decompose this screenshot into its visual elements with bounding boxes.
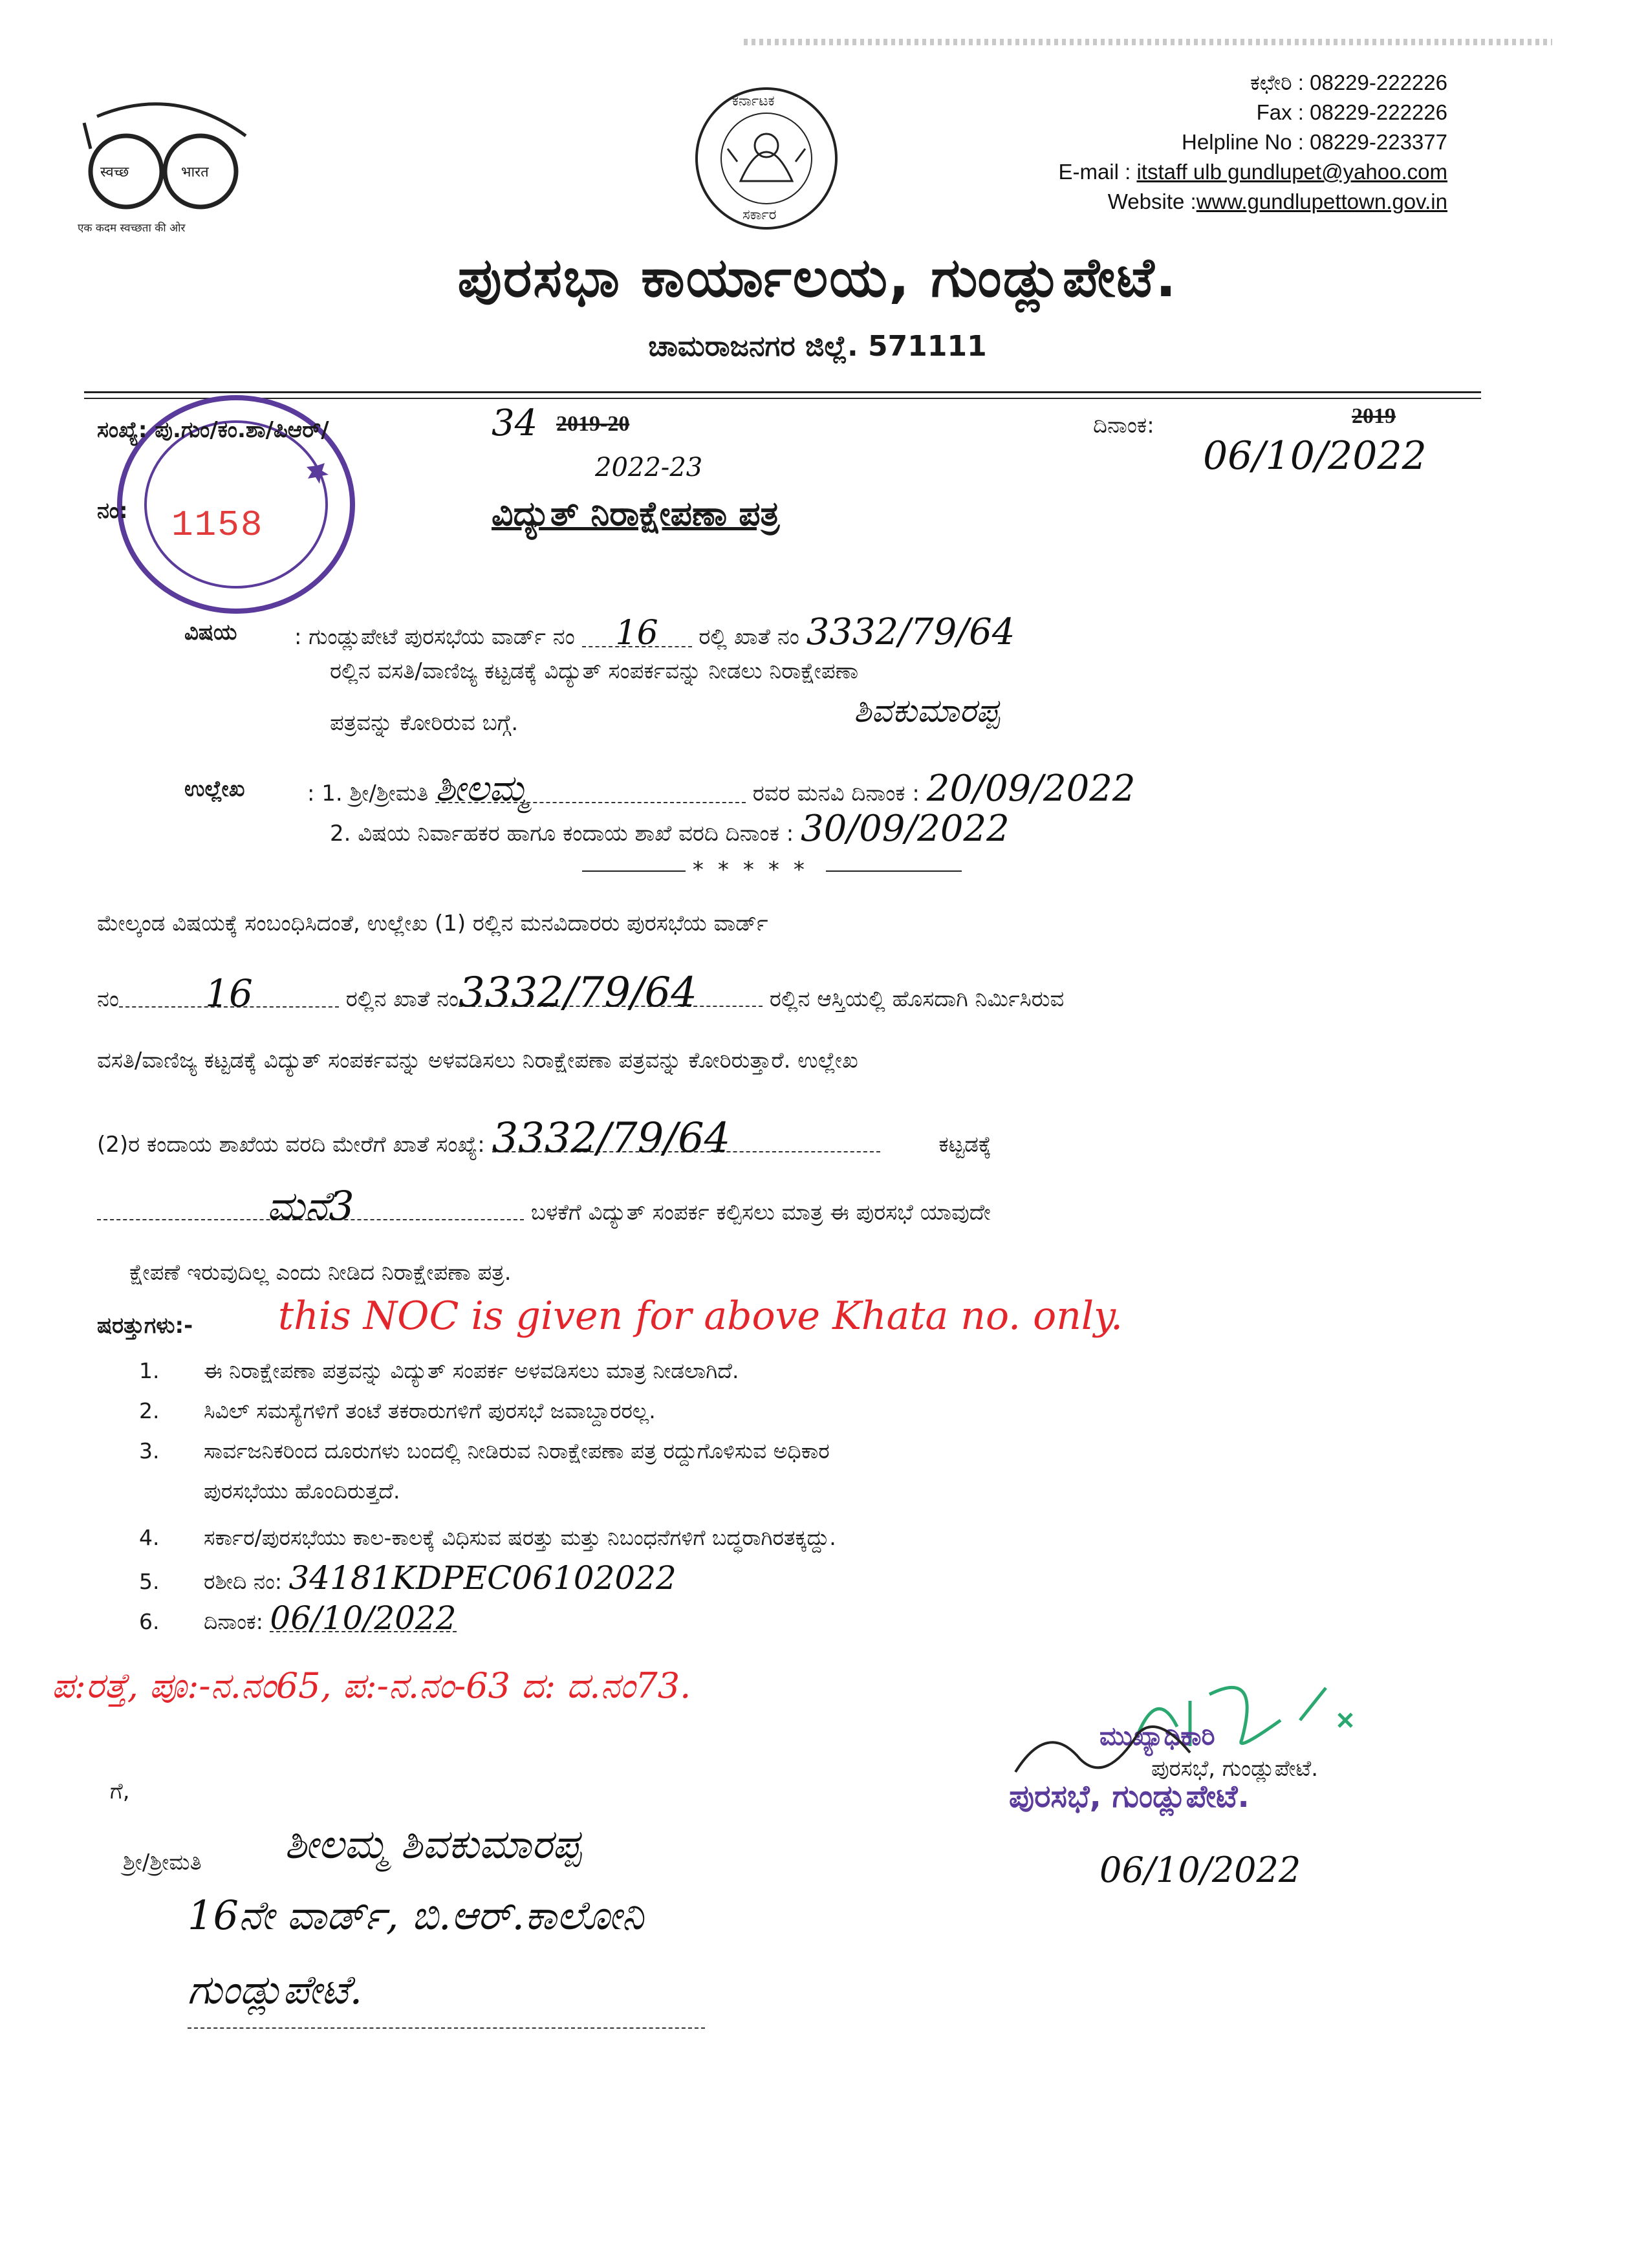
date-year-struck: 2019 bbox=[1352, 404, 1396, 428]
body-line-6: ಕ್ಷೇಪಣೆ ಇರುವುದಿಲ್ಲ ಎಂದು ನೀಡಿದ ನಿರಾಕ್ಷೇಪಣಾ ಪತ್ರ. bbox=[129, 1260, 512, 1286]
website-label: Website : bbox=[1107, 189, 1196, 213]
contact-block bbox=[1058, 68, 1447, 217]
condition-item-3-cont: ಪುರಸಭೆಯು ಹೊಂದಿರುತ್ತದೆ. bbox=[204, 1478, 400, 1504]
reference-year-struck: 2019-20 bbox=[556, 412, 630, 436]
reference-item-1-name: ಶೀಲಮ್ಮ bbox=[435, 776, 746, 803]
document-title: ವಿದ್ಯುತ್ ನಿರಾಕ್ಷೇಪಣಾ ಪತ್ರ bbox=[492, 495, 780, 534]
receipt-date-label: ದಿನಾಂಕ: bbox=[204, 1609, 263, 1634]
signature-icon bbox=[1009, 1714, 1203, 1785]
signature-scribble bbox=[1009, 1714, 1203, 1787]
body-line-1: ಮೇಲ್ಕಂಡ ವಿಷಯಕ್ಕೆ ಸಂಬಂಧಿಸಿದಂತೆ, ಉಲ್ಲೇಖ (1) ರಲ್ಲಿನ ಮನವಿದಾರರು ಪುರಸಭೆಯ ವಾರ್ಡ್ bbox=[97, 911, 768, 936]
date-handwritten: 06/10/2022 bbox=[1203, 433, 1427, 479]
spectacles-icon bbox=[71, 97, 252, 220]
subject-ward-number: 16 bbox=[582, 620, 692, 647]
signatory-stamp: ಪುರಸಭೆ, ಗುಂಡ್ಲುಪೇಟೆ. bbox=[1009, 1778, 1250, 1815]
reference-number-label: ಸಂಖ್ಯೆ: ಪು.ಗುಂ/ಕಂ.ಶಾ/ಪಿಆರ್/ bbox=[97, 417, 329, 443]
swachh-tagline: एक कदम स्वच्छता की ओर bbox=[78, 222, 186, 235]
swachh-left-text: स्वच्छ bbox=[100, 164, 129, 180]
reference-item-2-text: 2. ವಿಷಯ ನಿರ್ವಾಹಕರ ಹಾಗೂ ಕಂದಾಯ ಶಾಖೆ ವರದಿ ದಿನಾಂಕ : bbox=[330, 821, 794, 847]
recipient-address-2: ಗುಂಡ್ಲುಪೇಟೆ. bbox=[188, 1966, 363, 2013]
reference-item-2 bbox=[330, 808, 1010, 850]
recipient-address-underline bbox=[188, 2027, 705, 2029]
office-phone: ಕಛೇರಿ : 08229-222226 bbox=[1250, 70, 1447, 94]
condition-item-3: 3. ಸಾರ್ವಜನಿಕರಿಂದ ದೂರುಗಳು ಬಂದಲ್ಲಿ ನೀಡಿರುವ ನಿರಾಕ್ಷೇಪಣಾ ಪತ್ರ ರದ್ದುಗೊಳಿಸುವ ಅಧಿಕಾರ bbox=[139, 1438, 830, 1463]
conditions-label: ಷರತ್ತುಗಳು:- bbox=[97, 1313, 193, 1339]
body-line-4-suffix: ಕಟ್ಟಡಕ್ಕೆ bbox=[938, 1132, 991, 1158]
reference-item-2-date: 30/09/2022 bbox=[800, 808, 1010, 850]
office-title: ಪುರಸಭಾ ಕಾರ್ಯಾಲಯ, ಗುಂಡ್ಲುಪೇಟೆ. bbox=[457, 246, 1178, 309]
stars-divider bbox=[582, 857, 962, 883]
reference-item-1-prefix: : 1. ಶ್ರೀ/ಶ್ರೀಮತಿ bbox=[307, 781, 429, 806]
subject-line-1 bbox=[294, 611, 1015, 653]
reference-year-handwritten: 2022-23 bbox=[595, 453, 703, 482]
swachh-right-text: भारत bbox=[181, 164, 209, 180]
serial-stamp-number: 1158 bbox=[171, 504, 264, 546]
stars-text: ***** bbox=[692, 857, 819, 883]
body-line-4-khata: 3332/79/64 bbox=[492, 1125, 880, 1152]
condition-item-4: 4. ಸರ್ಕಾರ/ಪುರಸಭೆಯು ಕಾಲ-ಕಾಲಕ್ಕೆ ವಿಧಿಸುವ ಷರತ್ತು ಮತ್ತು ನಿಬಂಧನೆಗಳಿಗೆ ಬದ್ಧರಾಗಿರತಕ್ಕದ್ದು. bbox=[139, 1525, 836, 1550]
serial-no-label: ನಂ: bbox=[97, 498, 128, 524]
body-ward-number: 16 bbox=[119, 980, 339, 1008]
condition-item-6: 6. ದಿನಾಂಕ: 06/10/2022 bbox=[139, 1599, 457, 1637]
receipt-date: 06/10/2022 bbox=[270, 1599, 457, 1637]
body-line-4 bbox=[97, 1114, 991, 1162]
body-line-2 bbox=[97, 969, 1065, 1017]
body-khata-number: 3332/79/64 bbox=[459, 980, 763, 1007]
body-ward-prefix: ನಂ bbox=[97, 986, 119, 1012]
subject-line-2: ರಲ್ಲಿನ ವಸತಿ/ವಾಣಿಜ್ಯ ಕಟ್ಟಡಕ್ಕೆ ವಿದ್ಯುತ್ ಸಂಪರ್ಕವನ್ನು ನೀಡಲು ನಿರಾಕ್ಷೇಪಣಾ bbox=[330, 658, 859, 684]
body-line-5-text: ಬಳಕೆಗೆ ವಿದ್ಯುತ್ ಸಂಪರ್ಕ ಕಲ್ಪಿಸಲು ಮಾತ್ರ ಈ ಪುರಸಭೆ ಯಾವುದೇ bbox=[530, 1200, 991, 1226]
body-khata-prefix: ರಲ್ಲಿನ ಖಾತೆ ನಂ bbox=[345, 986, 459, 1012]
signatory-office: ಪುರಸಭೆ, ಗುಂಡ್ಲುಪೇಟೆ. bbox=[1151, 1756, 1319, 1782]
body-line-3: ವಸತಿ/ವಾಣಿಜ್ಯ ಕಟ್ಟಡಕ್ಕೆ ವಿದ್ಯುತ್ ಸಂಪರ್ಕವನ್ನು ಅಳವಡಿಸಲು ನಿರಾಕ್ಷೇಪಣಾ ಪತ್ರವನ್ನು ಕೋರಿರುತ್ತಾರೆ. ಉಲ್ಲೇಖ bbox=[97, 1048, 858, 1074]
subject-khata-number: 3332/79/64 bbox=[806, 611, 1015, 653]
subject-name-handwritten: ಶಿವಕುಮಾರಪ್ಪ bbox=[854, 692, 1000, 729]
swachh-bharat-logo bbox=[71, 97, 252, 220]
district-subtitle: ಚಾಮರಾಜನಗರ ಜಿಲ್ಲೆ. 571111 bbox=[648, 330, 987, 363]
date-label: ದಿನಾಂಕ: bbox=[1093, 413, 1154, 438]
subject-khata-text: ರಲ್ಲಿ ಖಾತೆ ನಂ bbox=[698, 624, 799, 650]
reference-number-handwritten: 34 bbox=[492, 402, 538, 444]
reference-item-1 bbox=[307, 768, 1136, 810]
subject-line-3: ಪತ್ರವನ್ನು ಕೋರಿರುವ ಬಗ್ಗೆ. bbox=[330, 710, 519, 736]
reference-item-1-date: 20/09/2022 bbox=[926, 768, 1136, 810]
signatory-title: ಮುಖ್ಯಾಧಿಕಾರಿ bbox=[1099, 1722, 1215, 1751]
red-handwritten-note: ಪ:ರತ್ತೆ, ಪೂ:-ನ.ನಂ65, ಪ:-ನ.ನಂ-63 ದ: ದ.ನಂ73. bbox=[52, 1665, 691, 1706]
body-line-4-prefix: (2)ರ ಕಂದಾಯ ಶಾಖೆಯ ವರದಿ ಮೇರೆಗೆ ಖಾತೆ ಸಂಖ್ಯೆ: bbox=[97, 1132, 485, 1158]
receipt-number: 34181KDPEC06102022 bbox=[288, 1559, 677, 1597]
recipient-to: ಗೆ, bbox=[110, 1778, 130, 1804]
reference-item-1-suffix: ರವರ ಮನವಿ ದಿನಾಂಕ : bbox=[752, 781, 920, 806]
email-label: E-mail : bbox=[1058, 160, 1131, 184]
subject-ward-text: : ಗುಂಡ್ಲುಪೇಟೆ ಪುರಸಭೆಯ ವಾರ್ಡ್ ನಂ bbox=[294, 624, 575, 650]
perforated-edge bbox=[744, 39, 1552, 45]
recipient-label: ಶ್ರೀ/ಶ್ರೀಮತಿ bbox=[123, 1850, 202, 1875]
body-line-5 bbox=[97, 1182, 991, 1229]
helpline-number: Helpline No : 08229-223377 bbox=[1182, 130, 1447, 154]
website-link[interactable]: www.gundlupettown.gov.in bbox=[1196, 189, 1447, 213]
subject-label: ವಿಷಯ bbox=[184, 620, 237, 645]
signature-date: 06/10/2022 bbox=[1099, 1850, 1301, 1890]
conditions-handwritten-note: this NOC is given for above Khata no. only. bbox=[278, 1293, 1123, 1339]
condition-item-2: 2. ಸಿವಿಲ್ ಸಮಸ್ಯೆಗಳಿಗೆ ತಂಟೆ ತಕರಾರುಗಳಿಗೆ ಪುರಸಭೆ ಜವಾಬ್ದಾರರಲ್ಲ. bbox=[139, 1398, 656, 1423]
body-line-2-suffix: ರಲ್ಲಿನ ಆಸ್ತಿಯಲ್ಲಿ ಹೊಸದಾಗಿ ನಿರ್ಮಿಸಿರುವ bbox=[769, 986, 1065, 1012]
email-link[interactable]: itstaff ulb gundlupet@yahoo.com bbox=[1136, 160, 1447, 184]
condition-item-1: 1. ಈ ನಿರಾಕ್ಷೇಪಣಾ ಪತ್ರವನ್ನು ವಿದ್ಯುತ್ ಸಂಪರ್ಕ ಅಳವಡಿಸಲು ಮಾತ್ರ ನೀಡಲಾಗಿದೆ. bbox=[139, 1358, 739, 1383]
reference-label: ಉಲ್ಲೇಖ bbox=[184, 776, 245, 802]
emblem-bottom-text: ಸರ್ಕಾರ bbox=[742, 207, 777, 223]
receipt-label: ರಶೀದಿ ನಂ: bbox=[204, 1569, 282, 1594]
karnataka-emblem bbox=[692, 84, 841, 233]
fax-number: Fax : 08229-222226 bbox=[1256, 100, 1447, 124]
recipient-address-1: 16ನೇ ವಾರ್ಡ್, ಬಿ.ಆರ್.ಕಾಲೋನಿ bbox=[188, 1892, 644, 1939]
recipient-name: ಶೀಲಮ್ಮ ಶಿವಕುಮಾರಪ್ಪ bbox=[285, 1820, 581, 1868]
conditions-list bbox=[139, 1358, 836, 1645]
body-building-type: ಮನೆ3 bbox=[97, 1193, 524, 1220]
condition-item-5: 5. ರಶೀದಿ ನಂ: 34181KDPEC06102022 bbox=[139, 1559, 677, 1597]
emblem-top-text: ಕರ್ನಾಟಕ bbox=[732, 93, 775, 109]
